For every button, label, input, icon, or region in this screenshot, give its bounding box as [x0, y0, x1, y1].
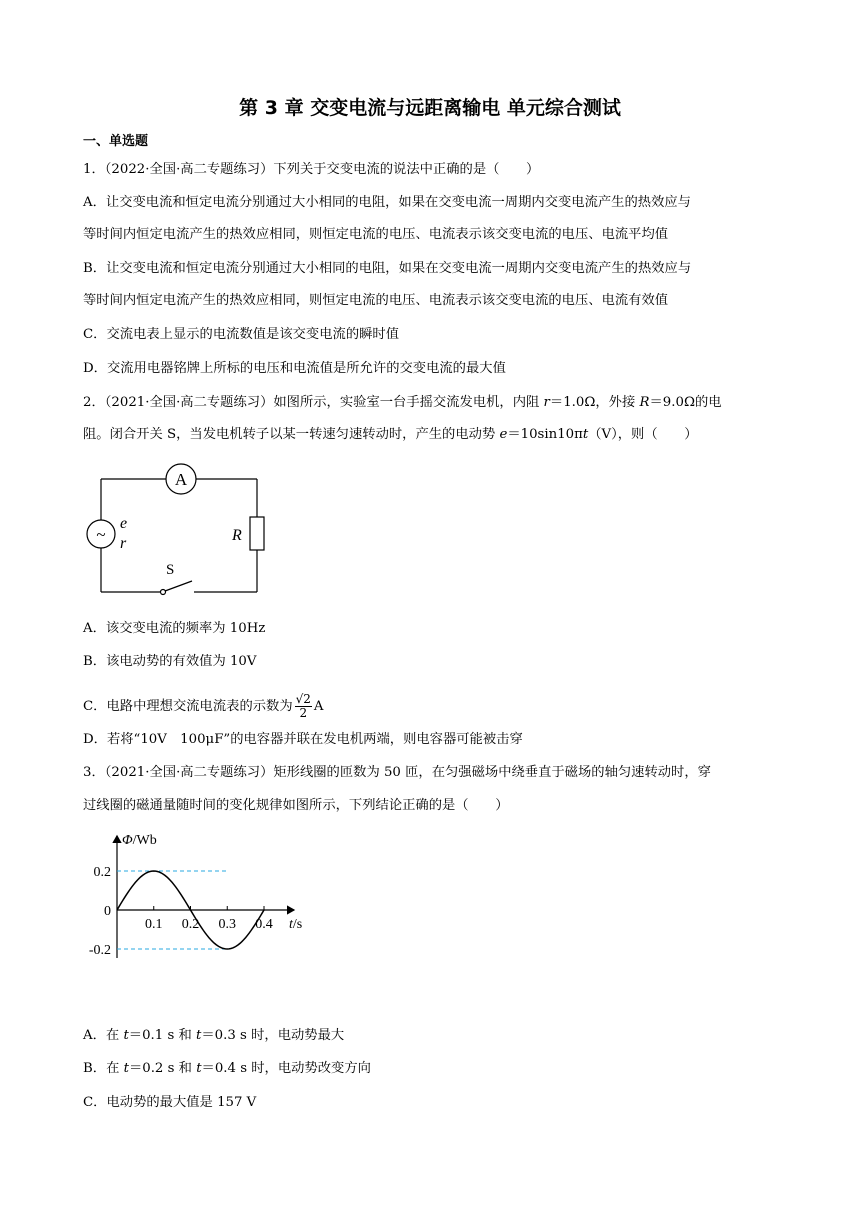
resistor — [250, 517, 264, 550]
x-axis-label: t/s — [289, 917, 303, 932]
q1-option-a-line2: 等时间内恒定电流产生的热效应相同，则恒定电流的电压、电流表示该交变电流的电压、电流平均值 — [83, 227, 669, 242]
q1-option-d[interactable]: D．交流用电器铭牌上所标的电压和电流值是所允许的交变电流的最大值 — [83, 361, 506, 376]
q2-option-d[interactable]: D．若将“10V 100μF”的电容器并联在发电机两端，则电容器可能被击穿 — [83, 732, 523, 747]
q3-option-c[interactable]: C．电动势的最大值是 157 V — [83, 1095, 257, 1110]
circuit-diagram — [84, 462, 274, 602]
x-tick-label-3: 0.4 — [255, 917, 273, 932]
q2-option-a[interactable]: A．该交变电流的频率为 10Hz — [83, 621, 266, 636]
resistor-label: R — [232, 527, 242, 544]
y-axis-label: Φ/Wb — [122, 833, 157, 848]
emf-label: e — [120, 515, 128, 532]
y-tick-label-2: -0.2 — [88, 943, 111, 958]
internal-resistance-label: r — [120, 535, 127, 552]
x-tick-label-0: 0.1 — [145, 917, 163, 932]
q2-stem-line2: 阻。闭合开关 S，当发电机转子以某一转速匀速转动时，产生的电动势 e＝10sin10πt（V），则（ ） — [83, 427, 698, 442]
fraction-sqrt2-over-2: $\frac{√2}{2}$ — [295, 692, 311, 720]
q2-option-b[interactable]: B．该电动势的有效值为 10V — [83, 654, 257, 669]
q1-option-c[interactable]: C．交流电表上显示的电流数值是该交变电流的瞬时值 — [83, 327, 400, 342]
q2-stem-line1: 2．（2021·全国·高二专题练习）如图所示，实验室一台手摇交流发电机，内阻 r＝1.0Ω，外接 R＝9.0Ω的电 — [83, 395, 722, 410]
ammeter-label: A — [174, 470, 188, 489]
q2-option-c[interactable]: C．电路中理想交流电流表的示数为 $\frac{√2}{2}$ A — [83, 692, 324, 720]
q1-stem: 1．（2022·全国·高二专题练习）下列关于交变电流的说法中正确的是（ ） — [83, 162, 540, 177]
q3-stem-line2: 过线圈的磁通量随时间的变化规律如图所示，下列结论正确的是（ ） — [83, 798, 509, 813]
y-tick-label-1: 0 — [104, 904, 111, 919]
switch-label: S — [166, 562, 175, 578]
q3-stem-line1: 3．（2021·全国·高二专题练习）矩形线圈的匝数为 50 匝，在匀强磁场中绕垂直于磁场的轴匀速转动时，穿 — [83, 765, 711, 780]
q3-option-b[interactable]: B．在 t＝0.2 s 和 t＝0.4 s 时，电动势改变方向 — [83, 1061, 371, 1076]
switch-pivot — [161, 590, 166, 595]
page-title: 第 3 章 交变电流与远距离输电 单元综合测试 — [239, 97, 621, 119]
y-tick-label-0: 0.2 — [93, 865, 111, 880]
q1-option-a-line1[interactable]: A．让交变电流和恒定电流分别通过大小相同的电阻，如果在交变电流一周期内交变电流产生的热效应与 — [83, 195, 691, 210]
flux-time-chart — [84, 828, 324, 978]
ac-source-symbol: ~ — [96, 525, 106, 544]
section-heading: 一、单选题 — [83, 134, 149, 149]
q1-option-b-line2: 等时间内恒定电流产生的热效应相同，则恒定电流的电压、电流表示该交变电流的电压、电流有效值 — [83, 293, 669, 308]
x-tick-label-2: 0.3 — [218, 917, 236, 932]
q1-option-b-line1[interactable]: B．让交变电流和恒定电流分别通过大小相同的电阻，如果在交变电流一周期内交变电流产生的热效应与 — [83, 261, 692, 276]
x-tick-label-1: 0.2 — [181, 917, 200, 932]
q3-option-a[interactable]: A．在 t＝0.1 s 和 t＝0.3 s 时，电动势最大 — [83, 1028, 345, 1043]
switch-blade — [165, 581, 192, 591]
